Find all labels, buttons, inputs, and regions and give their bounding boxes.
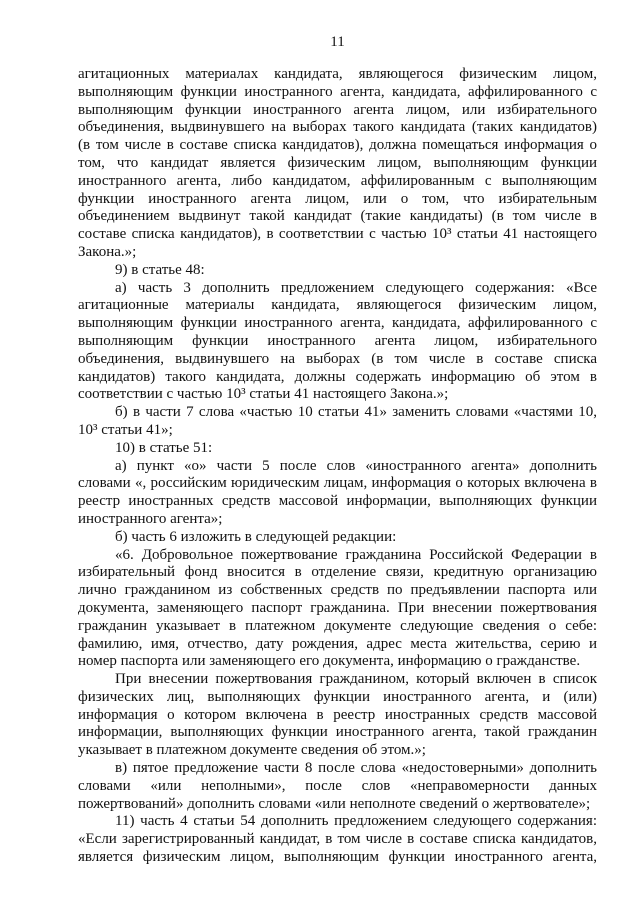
text-line: 11) часть 4 статьи 54 дополнить предложением следующего содержания: [115, 813, 597, 830]
paragraph [78, 547, 597, 672]
text-line: том, что кандидат является физическим лицом, выполняющим функции [78, 154, 597, 171]
text-line: объединения, выдвинувшего на выборах такого кандидата (таких кандидатов) [78, 119, 597, 136]
text-line: соответствии с частью 10³ статьи 41 настоящего Закона.»; [78, 386, 449, 403]
paragraph [78, 813, 597, 866]
text-line: является физическим лицом, выполняющим функции иностранного агента, [78, 849, 597, 866]
paragraph [78, 671, 597, 760]
text-line: иностранного агента»; [78, 510, 223, 527]
document-body [78, 66, 597, 867]
text-line: «Если зарегистрированный кандидат, в том числе в составе списка кандидатов, [78, 831, 597, 848]
text-line: б) в части 7 слова «частью 10 статьи 41» заменить словами «частями 10, [115, 404, 597, 421]
text-line: выполняющим функции иностранного агента, кандидата, аффилированного с [78, 83, 597, 100]
text-line: физических лиц, выполняющих функции иностранного агента, и (или) [78, 688, 597, 705]
text-line: в) пятое предложение части 8 после слова «недостоверными» дополнить [115, 760, 597, 777]
text-line: выполняющим функции иностранного агента лицом, избирательного [78, 332, 597, 349]
text-line: иностранного агента, либо кандидатом, аффилированным с выполняющим [78, 172, 597, 189]
text-line: «6. Добровольное пожертвование гражданина Российской Федерации в [115, 546, 597, 563]
text-line: объединения, выдвинувшего на выборах (в том числе в составе списка [78, 350, 597, 367]
text-line: выполняющим функции иностранного агента, кандидата, аффилированного с [78, 315, 597, 332]
text-line: информации, выполняющих функции иностранного агента, такой гражданин [78, 724, 597, 741]
text-line: Закона.»; [78, 243, 137, 260]
text-line: пожертвований» дополнить словами «или неполноте сведений о жертвователе»; [78, 795, 591, 812]
text-line: а) пункт «о» части 5 после слов «иностранного агента» дополнить [115, 457, 597, 474]
text-line: агитационных материалах кандидата, являющегося физическим лицом, [78, 66, 597, 82]
paragraph [78, 262, 597, 280]
text-line: кандидатов) такого кандидата, должны содержать информацию об этом в [78, 368, 597, 385]
paragraph [78, 280, 597, 405]
text-line: б) часть 6 изложить в следующей редакции: [115, 528, 397, 545]
text-line: документа, заменяющего паспорт гражданина. При внесении пожертвования [78, 599, 597, 616]
text-line: выполняющим функции иностранного агента лицом, или избирательного [78, 101, 597, 118]
text-line: функции иностранного агента лицом, или о том, что избирательным [78, 190, 597, 207]
paragraph [78, 458, 597, 529]
paragraph [78, 529, 597, 547]
text-line: При внесении пожертвования гражданином, который включен в список [115, 671, 597, 688]
text-line: 10) в статье 51: [115, 439, 213, 456]
text-line: (в том числе в составе списка кандидатов), должна помещаться информация о [78, 137, 597, 154]
paragraph [78, 760, 597, 813]
text-line: указывает в платежном документе сведения об этом.»; [78, 742, 426, 759]
paragraph [78, 440, 597, 458]
text-line: 10³ статьи 41»; [78, 421, 173, 438]
text-line: гражданин указывает в платежном документе следующие сведения о себе: [78, 617, 597, 634]
text-line: фамилию, имя, отчество, дату рождения, адрес места жительства, серию и [78, 635, 597, 652]
text-line: информация о котором включена в реестр иностранных средств массовой [78, 706, 597, 723]
text-line: реестр иностранных средств массовой информации, выполняющих функции [78, 493, 597, 510]
text-line: словами «или неполными», после слов «неправомерности данных [78, 777, 597, 794]
text-line: лично гражданином из собственных средств по предъявлении паспорта или [78, 582, 597, 599]
text-line: 9) в статье 48: [115, 261, 205, 278]
paragraph [78, 404, 597, 440]
text-line: а) часть 3 дополнить предложением следующего содержания: «Все [115, 279, 597, 296]
text-line: составе списка кандидатов), в соответствии с частью 10³ статьи 41 настоящего [78, 226, 597, 243]
paragraph [78, 66, 597, 262]
text-line: объединением выдвинут такой кандидат (такие кандидаты) (в том числе в [78, 208, 597, 225]
text-line: избирательный фонд вносится в отделение связи, кредитную организацию [78, 564, 597, 581]
text-line: агитационные материалы кандидата, являющегося физическим лицом, [78, 297, 597, 314]
text-line: словами «, российским юридическим лицам, информация о которых включена в [78, 475, 597, 492]
text-line: номер паспорта или заменяющего его документа, информацию о гражданстве. [78, 653, 581, 670]
page-number: 11 [330, 34, 345, 50]
